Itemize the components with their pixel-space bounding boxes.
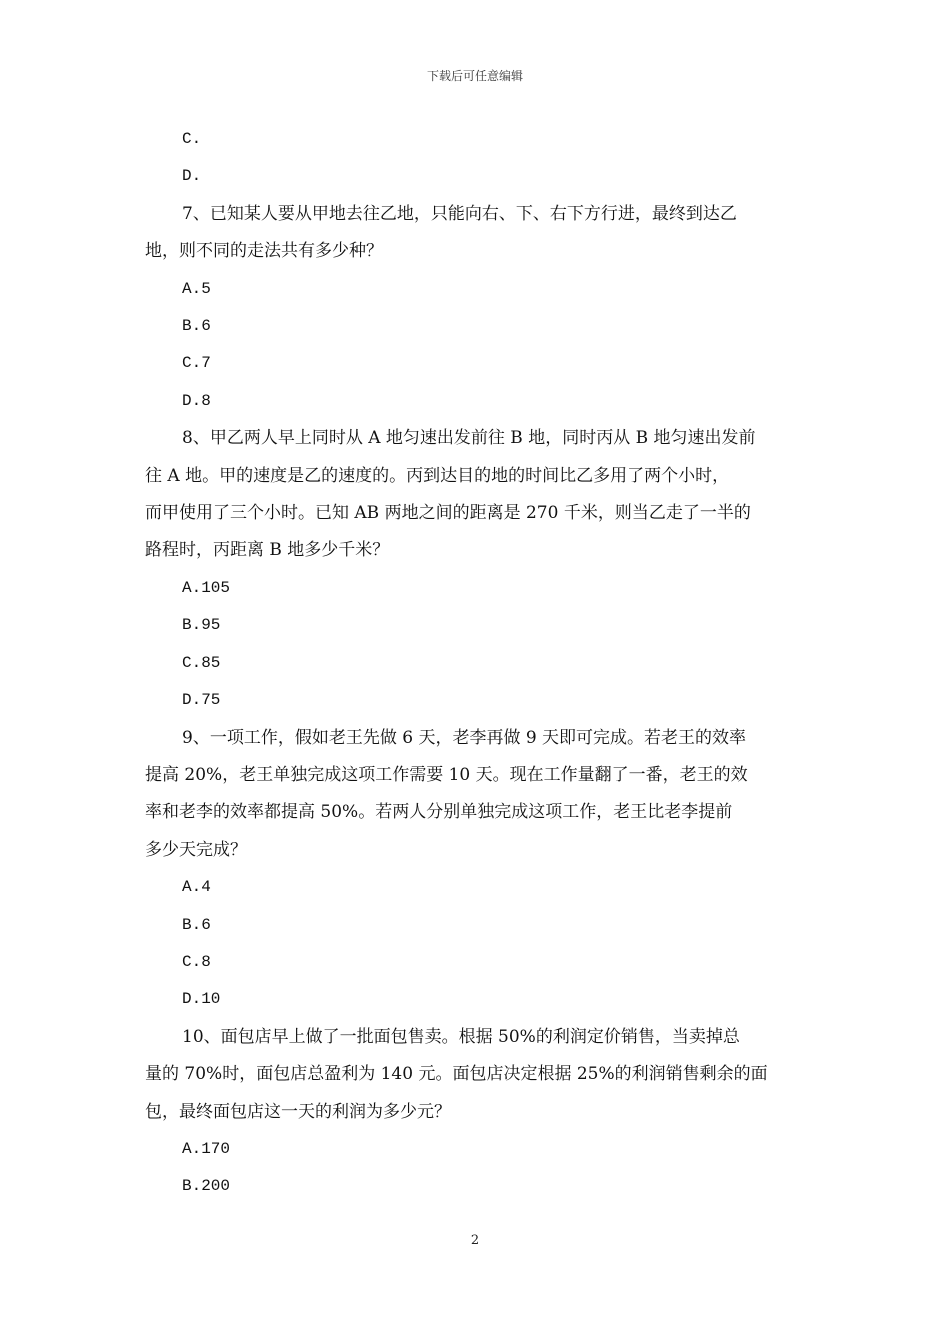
question-text-line: 多少天完成？ bbox=[145, 839, 247, 860]
page-header: 下载后可任意编辑 bbox=[426, 69, 523, 83]
question-text-first-line: 8、甲乙两人早上同时从 A 地匀速出发前往 B 地，同时丙从 B 地匀速出发前 bbox=[182, 428, 756, 449]
answer-option: C. bbox=[182, 130, 202, 148]
answer-option: A.105 bbox=[182, 578, 231, 597]
answer-option: B.6 bbox=[182, 317, 211, 336]
question-text-line: 地，则不同的走法共有多少种？ bbox=[145, 241, 383, 262]
answer-option: A.5 bbox=[182, 279, 211, 298]
page-number: 2 bbox=[470, 1233, 480, 1248]
question-text-line: 提高 20%，老王单独完成这项工作需要 10 天。现在工作量翻了一番，老王的效 bbox=[145, 764, 748, 785]
answer-option: D.10 bbox=[182, 990, 221, 1009]
answer-option: D.75 bbox=[182, 691, 221, 710]
question-text-line: 率和老李的效率都提高 50%。若两人分别单独完成这项工作，老王比老李提前 bbox=[145, 802, 733, 823]
question-text-first-line: 7、已知某人要从甲地去往乙地，只能向右、下、右下方行进，最终到达乙 bbox=[182, 203, 737, 224]
answer-option: B.200 bbox=[182, 1177, 231, 1196]
question-text-line: 而甲使用了三个小时。已知 AB 两地之间的距离是 270 千米，则当乙走了一半的 bbox=[145, 503, 751, 524]
answer-option: C.8 bbox=[182, 952, 211, 971]
question-text-first-line: 10、面包店早上做了一批面包售卖。根据 50%的利润定价销售，当卖掉总 bbox=[182, 1026, 740, 1047]
question-text-first-line: 9、一项工作，假如老王先做 6 天，老李再做 9 天即可完成。若老王的效率 bbox=[182, 727, 747, 748]
answer-option: D. bbox=[182, 167, 202, 186]
question-text-line: 往 A 地。甲的速度是乙的速度的。丙到达目的地的时间比乙多用了两个小时， bbox=[145, 465, 730, 486]
question-text-line: 路程时，丙距离 B 地多少千米？ bbox=[145, 540, 390, 561]
answer-option: A.170 bbox=[182, 1139, 231, 1158]
question-text-line: 量的 70%时，面包店总盈利为 140 元。面包店决定根据 25%的利润销售剩余的面 bbox=[145, 1064, 768, 1085]
answer-option: D.8 bbox=[182, 391, 211, 410]
answer-option: B.95 bbox=[182, 616, 221, 635]
answer-option: B.6 bbox=[182, 915, 211, 934]
answer-option: C.85 bbox=[182, 653, 221, 672]
document-body bbox=[145, 121, 810, 1206]
answer-option: C.7 bbox=[182, 354, 211, 373]
answer-option: A.4 bbox=[182, 878, 211, 897]
question-text-line: 包，最终面包店这一天的利润为多少元？ bbox=[145, 1101, 451, 1122]
